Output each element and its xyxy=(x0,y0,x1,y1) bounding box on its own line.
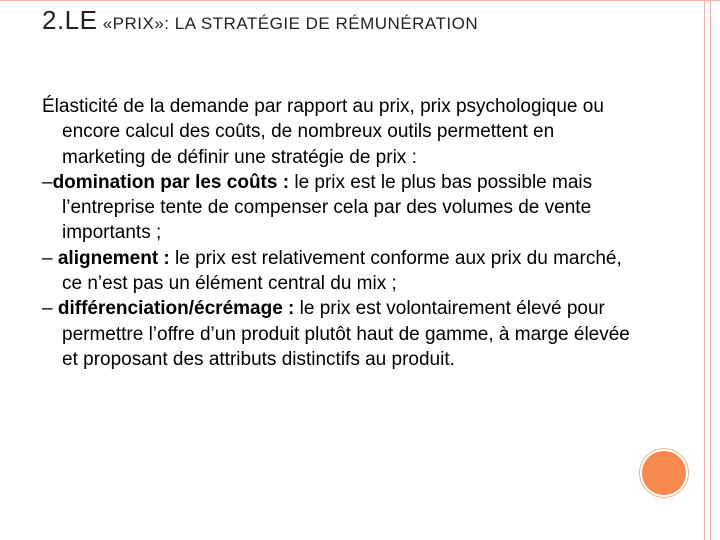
paragraph-term: différenciation/écrémage : xyxy=(57,298,295,320)
slide-body xyxy=(42,94,632,372)
accent-circle-decoration xyxy=(642,451,686,495)
slide-title xyxy=(42,2,642,42)
paragraph-dash: – xyxy=(42,171,53,193)
body-paragraph-domination xyxy=(42,170,632,246)
body-paragraph-intro xyxy=(42,94,632,170)
paragraph-text: Élasticité de la demande par rapport au prix, prix psychologique ou encore calcul des coûts, de nombreux outils permettent en marketing de définir une stratégie de prix : xyxy=(42,96,604,168)
frame-right-outer-line xyxy=(704,0,705,540)
paragraph-term: alignement : xyxy=(57,247,170,269)
frame-right-inner-line xyxy=(710,0,711,540)
paragraph-text: le prix est volontairement élevé pour permettre l’offre d’un produit plutôt haut de gamme, à marge élevée et proposant des attributs distinctifs au produit. xyxy=(62,298,630,370)
body-paragraph-differenciation xyxy=(42,296,632,372)
frame-top-line xyxy=(0,0,720,1)
slide-title-lead: 2.LE xyxy=(42,5,98,35)
body-paragraph-alignement xyxy=(42,246,632,297)
paragraph-text: le prix est le plus bas possible mais l’entreprise tente de compenser cela par des volumes de vente importants ; xyxy=(62,171,593,244)
paragraph-dash: – xyxy=(42,298,58,320)
paragraph-text: le prix est relativement conforme aux prix du marché, ce n’est pas un élément central du mix ; xyxy=(62,247,622,295)
slide-title-rest: «PRIX»: LA STRATÉGIE DE RÉMUNÉRATION xyxy=(97,14,479,33)
paragraph-dash: – xyxy=(42,247,58,269)
paragraph-term: domination par les coûts : xyxy=(52,171,290,193)
